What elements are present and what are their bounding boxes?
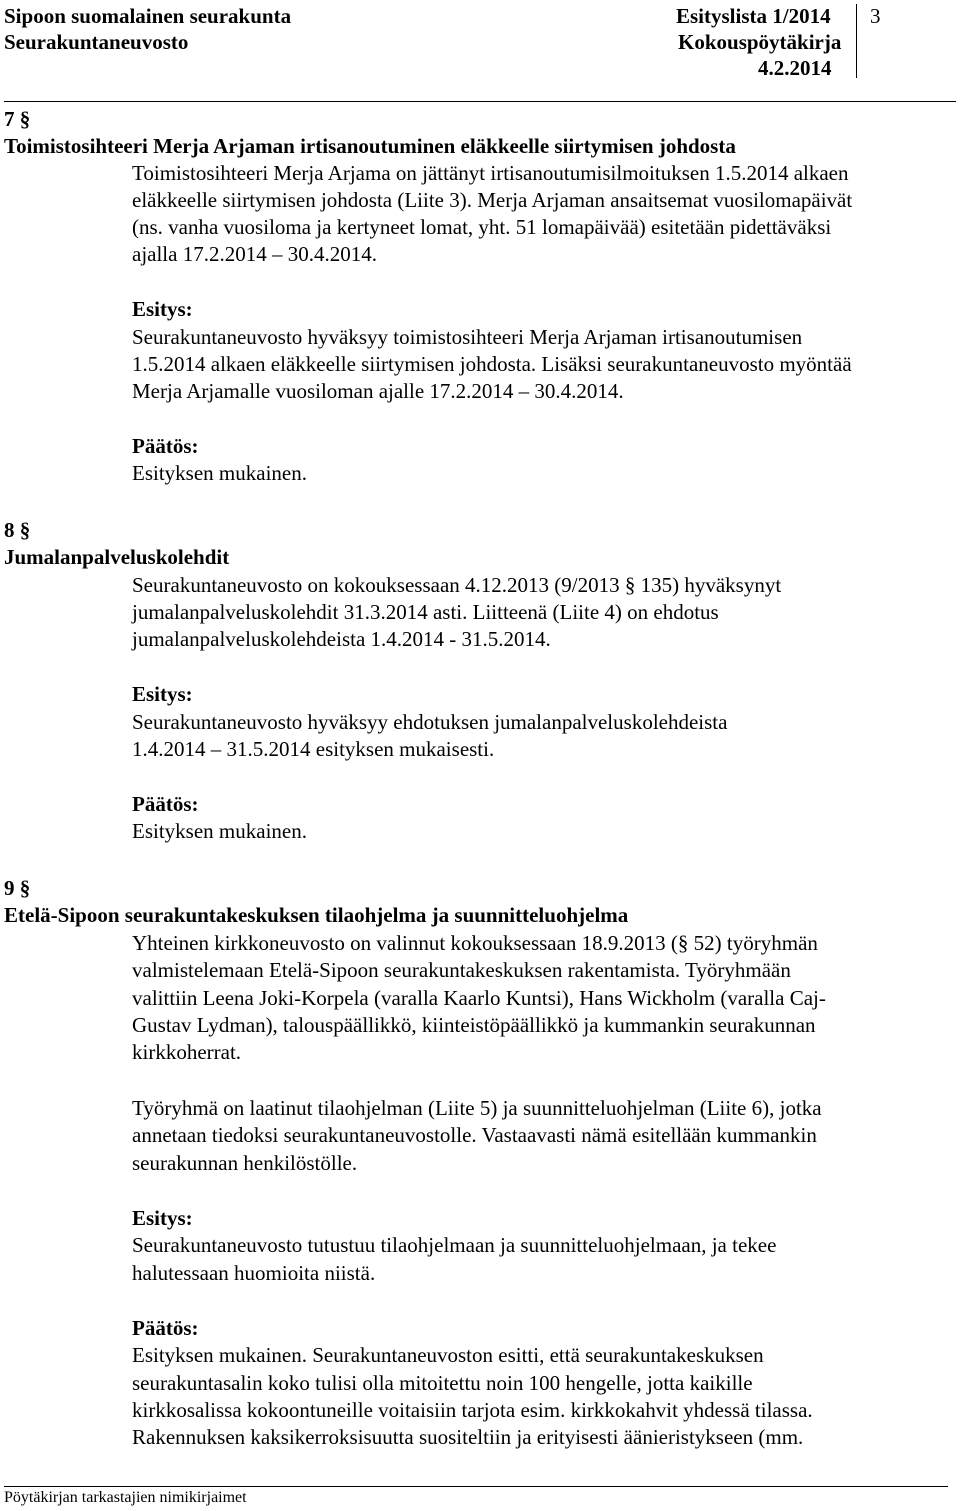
- paatos-label: Päätös:: [132, 434, 199, 458]
- body-name: Seurakuntaneuvosto: [4, 30, 189, 54]
- section-body-line: jumalanpalveluskolehdeista 1.4.2014 - 31.5.2014.: [132, 627, 551, 651]
- section-body-line: valittiin Leena Joki-Korpela (varalla Kaarlo Kuntsi), Hans Wickholm (varalla Caj-: [132, 986, 826, 1010]
- doc-type-agenda: Esityslista 1/2014: [676, 4, 831, 28]
- esitys-line: halutessaan huomioita niistä.: [132, 1261, 376, 1285]
- org-name: Sipoon suomalainen seurakunta: [4, 4, 292, 28]
- header-rule: [4, 101, 956, 102]
- esitys-label: Esitys:: [132, 1206, 193, 1230]
- section-body-line: Gustav Lydman), talouspäällikkö, kiinteistöpäällikkö ja kummankin seurakunnan: [132, 1013, 816, 1037]
- esitys-line: Seurakuntaneuvosto tutustuu tilaohjelmaan ja suunnitteluohjelmaan, ja tekee: [132, 1233, 777, 1257]
- section-body-line: ajalla 17.2.2014 – 30.4.2014.: [132, 242, 377, 266]
- paatos-line: Esityksen mukainen.: [132, 461, 307, 485]
- section-body-line: Yhteinen kirkkoneuvosto on valinnut kokouksessaan 18.9.2013 (§ 52) työryhmän: [132, 931, 818, 955]
- section-body-line: seurakunnan henkilöstölle.: [132, 1151, 358, 1175]
- esitys-label: Esitys:: [132, 297, 193, 321]
- section-number: 8 §: [4, 518, 31, 542]
- section-number: 9 §: [4, 876, 31, 900]
- esitys-line: 1.5.2014 alkaen eläkkeelle siirtymisen johdosta. Lisäksi seurakuntaneuvosto myöntää: [132, 352, 852, 376]
- section-title: Toimistosihteeri Merja Arjaman irtisanoutuminen eläkkeelle siirtymisen johdosta: [4, 134, 736, 158]
- section-body-line: (ns. vanha vuosiloma ja kertyneet lomat, yht. 51 lomapäivää) esitetään pidettäväksi: [132, 215, 832, 239]
- paatos-label: Päätös:: [132, 792, 199, 816]
- meeting-date: 4.2.2014: [758, 56, 832, 80]
- paatos-label: Päätös:: [132, 1316, 199, 1340]
- section-body-line: Työryhmä on laatinut tilaohjelman (Liite 5) ja suunnitteluohjelman (Liite 6), jotka: [132, 1096, 822, 1120]
- header-vertical-divider: [856, 4, 857, 78]
- section-body-line: valmistelemaan Etelä-Sipoon seurakuntakeskuksen rakentamista. Työryhmään: [132, 958, 791, 982]
- paatos-line: Esityksen mukainen.: [132, 819, 307, 843]
- footer-label: Pöytäkirjan tarkastajien nimikirjaimet: [4, 1489, 247, 1506]
- esitys-line: Seurakuntaneuvosto hyväksyy toimistosihteeri Merja Arjaman irtisanoutumisen: [132, 325, 803, 349]
- section-body-line: Toimistosihteeri Merja Arjama on jättänyt irtisanoutumisilmoituksen 1.5.2014 alkaen: [132, 161, 849, 185]
- page-number: 3: [870, 4, 881, 28]
- esitys-line: Merja Arjamalle vuosiloman ajalle 17.2.2014 – 30.4.2014.: [132, 379, 624, 403]
- paatos-line: Rakennuksen kaksikerroksisuutta suositeltiin ja erityisesti äänieristykseen (mm.: [132, 1425, 804, 1449]
- paatos-line: Esityksen mukainen. Seurakuntaneuvoston esitti, että seurakuntakeskuksen: [132, 1343, 764, 1367]
- doc-type-minutes: Kokouspöytäkirja: [678, 30, 842, 54]
- section-body-line: annetaan tiedoksi seurakuntaneuvostolle. Vastaavasti nämä esitellään kummankin: [132, 1123, 817, 1147]
- section-title: Etelä-Sipoon seurakuntakeskuksen tilaohjelma ja suunnitteluohjelma: [4, 903, 629, 927]
- paatos-line: kirkkosalissa kokoontuneille voitaisiin tarjota esim. kirkkokahvit yhdessä tilassa.: [132, 1398, 813, 1422]
- footer-rule: [4, 1486, 948, 1487]
- section-body-line: eläkkeelle siirtymisen johdosta (Liite 3). Merja Arjaman ansaitsemat vuosilomapäivät: [132, 188, 853, 212]
- section-body-line: Seurakuntaneuvosto on kokouksessaan 4.12.2013 (9/2013 § 135) hyväksynyt: [132, 573, 782, 597]
- esitys-line: Seurakuntaneuvosto hyväksyy ehdotuksen jumalanpalveluskolehdeista: [132, 710, 728, 734]
- section-body-line: kirkkoherrat.: [132, 1040, 242, 1064]
- section-number: 7 §: [4, 107, 31, 131]
- esitys-label: Esitys:: [132, 682, 193, 706]
- section-title: Jumalanpalveluskolehdit: [4, 545, 230, 569]
- esitys-line: 1.4.2014 – 31.5.2014 esityksen mukaisesti.: [132, 737, 495, 761]
- section-body-line: jumalanpalveluskolehdit 31.3.2014 asti. Liitteenä (Liite 4) on ehdotus: [132, 600, 719, 624]
- paatos-line: seurakuntasalin koko tulisi olla mitoitettu noin 100 hengelle, jotta kaikille: [132, 1371, 753, 1395]
